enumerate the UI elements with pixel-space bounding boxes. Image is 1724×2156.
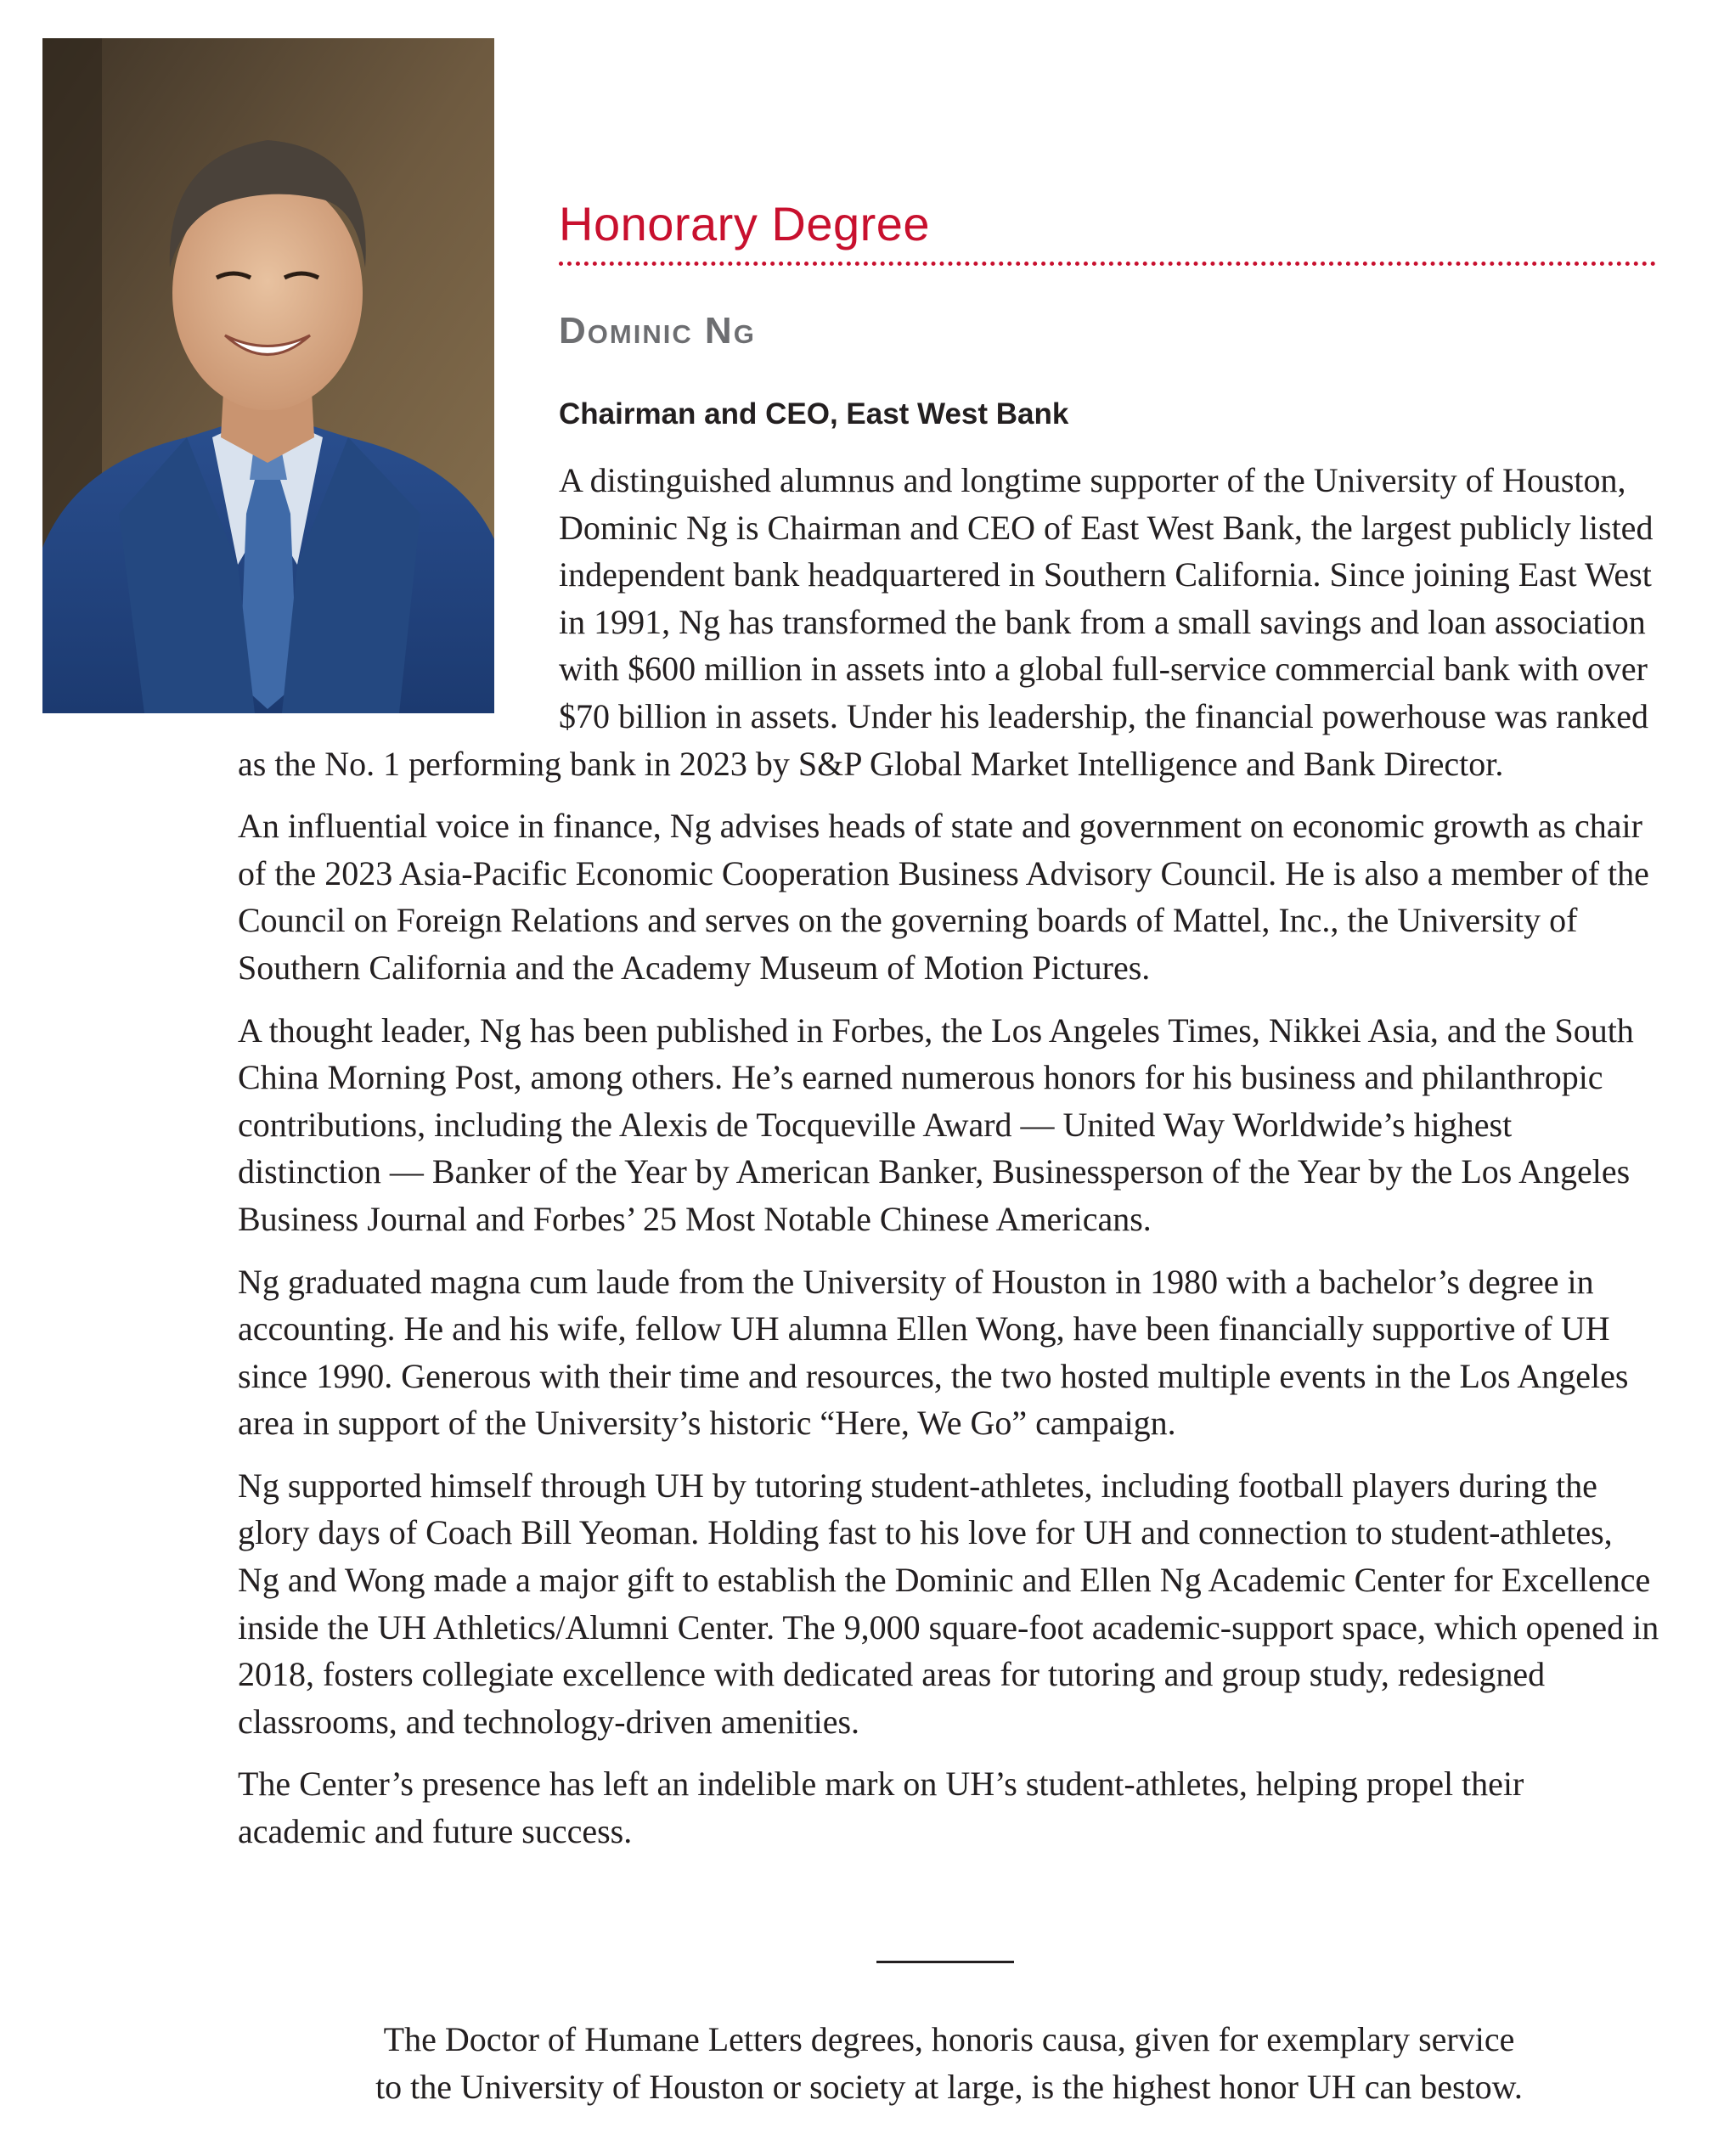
bio-paragraph-6: The Center’s presence has left an indelible mark on UH’s student-athletes, helping propel their academic and future success.: [238, 1765, 1524, 1851]
bio-paragraph-3: A thought leader, Ng has been published in Forbes, the Los Angeles Times, Nikkei Asia, and the South China Morning Post, among others. He’s earned numerous honors for his business and philanthropic contributions, including the Alexis de Tocqueville Award — United Way Worldwide’s highest distinction — Banker of the Year by American Banker, Businessperson of the Year by the Los Angeles Business Journal and Forbes’ 25 Most Notable Chinese Americans.: [238, 1010, 1634, 1238]
degree-note-line-2: to the University of Houston or society at large, is the highest honor UH can bestow.: [375, 2068, 1523, 2106]
degree-note-line-1: The Doctor of Humane Letters degrees, honoris causa, given for exemplary service: [383, 2020, 1515, 2058]
bio-paragraph-4: Ng graduated magna cum laude from the University of Houston in 1980 with a bachelor’s degree in accounting. He and his wife, fellow UH alumna Ellen Wong, have been financially supportive of UH since 1990. Generous with their time and resources, the two hosted multiple events in the Los Angeles area in support of the University’s historic “Here, We Go” campaign.: [238, 1262, 1629, 1443]
honoree-title: Chairman and CEO, East West Bank: [559, 397, 1069, 431]
bio-paragraph-1: A distinguished alumnus and longtime supporter of the University of Houston, Dominic Ng is Chairman and CEO of East West Bank, the largest publicly listed independent bank headquartered in Southern California. Since joining East West in 1991, Ng has transformed the bank from a small savings and loan association with $600 million in assets into a global full-service commercial bank with over $70 billion in assets. Under his leadership, the financial powerhouse was ranked as the No. 1 performing bank in 2023 by S&P Global Market Intelligence and Bank Director.: [238, 461, 1654, 783]
degree-note: [238, 2016, 1660, 2111]
honoree-name: Dominic Ng: [559, 310, 756, 352]
photo-wrap-spacer: [238, 457, 559, 715]
section-heading: Honorary Degree: [559, 197, 931, 251]
biography: [238, 457, 1660, 1871]
section-divider: [876, 1961, 1014, 1963]
dotted-divider: [559, 262, 1656, 266]
bio-paragraph-5: Ng supported himself through UH by tutoring student-athletes, including football players during the glory days of Coach Bill Yeoman. Holding fast to his love for UH and connection to student-athletes, Ng and Wong made a major gift to establish the Dominic and Ellen Ng Academic Center for Excellence inside the UH Athletics/Alumni Center. The 9,000 square-foot academic-support space, which opened in 2018, fosters collegiate excellence with dedicated areas for tutoring and group study, redesigned classrooms, and technology-driven amenities.: [238, 1466, 1659, 1741]
bio-paragraph-2: An influential voice in finance, Ng advises heads of state and government on economic growth as chair of the 2023 Asia-Pacific Economic Cooperation Business Advisory Council. He is also a member of the Council on Foreign Relations and serves on the governing boards of Mattel, Inc., the University of Southern California and the Academy Museum of Motion Pictures.: [238, 807, 1649, 987]
